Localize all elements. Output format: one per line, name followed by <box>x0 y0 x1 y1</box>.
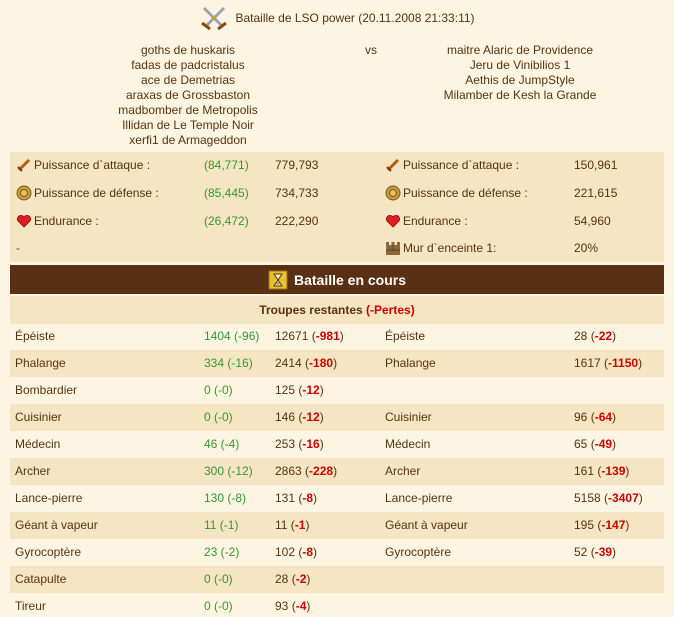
troop-name: Catapulte <box>15 572 67 586</box>
attacker-name[interactable]: ace de Demetrias <box>140 73 236 87</box>
troop-row <box>10 404 664 431</box>
stat-diff: (85,445) <box>204 186 249 200</box>
troop-name: Lance-pierre <box>15 491 83 505</box>
defender-name[interactable]: maitre Alaric de Providence <box>446 43 594 57</box>
troop-loss: -981 <box>315 329 340 343</box>
defender-name[interactable]: Milamber de Kesh la Grande <box>443 88 597 102</box>
troop-name: Archer <box>15 464 51 478</box>
troop-count: 2863 <box>275 464 302 478</box>
stat-row-wall <box>10 235 664 262</box>
troop-count: 131 <box>275 491 296 505</box>
troop-diff: 130 (-8) <box>204 491 247 505</box>
troop-row <box>10 350 664 377</box>
battle-status-banner <box>10 265 664 294</box>
heart-icon <box>16 213 32 229</box>
stat-value: 221,615 <box>574 186 618 200</box>
troop-diff: 0 (-0) <box>204 383 233 397</box>
troop-attacker-count: 2414 (-180) <box>275 356 338 370</box>
troop-attacker-count: 131 (-8) <box>275 491 318 505</box>
troop-diff: 0 (-0) <box>204 599 233 613</box>
stat-value: 150,961 <box>574 158 618 172</box>
stats-panel <box>10 152 664 262</box>
troop-attacker-count: 28 (-2) <box>275 572 311 586</box>
troop-count: 96 <box>574 410 588 424</box>
troop-name: Géant à vapeur <box>15 518 98 532</box>
troop-defender-count: 52 (-39) <box>574 545 617 559</box>
troop-count: 12671 <box>275 329 309 343</box>
troop-diff: 11 (-1) <box>204 518 239 532</box>
troop-count: 161 <box>574 464 595 478</box>
stat-value: 20% <box>574 241 599 255</box>
troop-loss: -139 <box>601 464 626 478</box>
troop-count: 28 <box>574 329 588 343</box>
troop-loss: -12 <box>302 410 320 424</box>
troop-defender-count: 28 (-22) <box>574 329 617 343</box>
stat-label: Puissance de défense : <box>34 186 159 200</box>
page-title: Bataille de LSO power (20.11.2008 21:33:11) <box>235 11 475 25</box>
troop-defender-count: 5158 (-3407) <box>574 491 643 505</box>
banner-label: Bataille en cours <box>293 271 407 288</box>
troop-name: Épéiste <box>385 329 426 343</box>
troop-attacker-count: 125 (-12) <box>275 383 324 397</box>
troop-name: Cuisinier <box>385 410 432 424</box>
troop-defender-count: 65 (-49) <box>574 437 617 451</box>
troop-count: 253 <box>275 437 296 451</box>
stat-label: Mur d`enceinte 1: <box>403 241 497 255</box>
attacker-name[interactable]: xerfi1 de Armageddon <box>129 133 247 147</box>
shield-icon <box>385 185 401 201</box>
sword-icon <box>385 157 401 173</box>
troop-diff: 0 (-0) <box>204 410 233 424</box>
troop-count: 146 <box>275 410 296 424</box>
troop-count: 1617 <box>574 356 601 370</box>
troop-diff: 0 (-0) <box>204 572 233 586</box>
troop-loss: -12 <box>302 383 320 397</box>
troop-count: 28 <box>275 572 289 586</box>
shield-icon <box>16 185 32 201</box>
troop-count: 52 <box>574 545 588 559</box>
troop-defender-count: 195 (-147) <box>574 518 630 532</box>
troop-loss: -2 <box>295 572 307 586</box>
troop-name: Phalange <box>385 356 436 370</box>
troop-attacker-count: 12671 (-981) <box>275 329 344 343</box>
troop-name: Bombardier <box>15 383 78 397</box>
attacker-name[interactable]: madbomber de Metropolis <box>118 103 258 117</box>
troop-count: 5158 <box>574 491 601 505</box>
troop-name: Épéiste <box>15 329 56 343</box>
heart-icon <box>385 213 401 229</box>
stat-row-endurance <box>10 208 664 235</box>
troop-attacker-count: 93 (-4) <box>275 599 311 613</box>
attacker-name[interactable]: goths de huskaris <box>140 43 236 57</box>
troop-name: Phalange <box>15 356 66 370</box>
troop-loss: -39 <box>594 545 613 559</box>
troop-name: Lance-pierre <box>385 491 453 505</box>
stat-value: 779,793 <box>275 158 319 172</box>
troops-header-label: Troupes restantes <box>259 303 363 317</box>
troop-name: Médecin <box>385 437 431 451</box>
troop-loss: -8 <box>302 491 314 505</box>
troop-loss: -147 <box>601 518 626 532</box>
troop-defender-count: 161 (-139) <box>574 464 630 478</box>
troop-defender-count: 96 (-64) <box>574 410 617 424</box>
troop-name: Cuisinier <box>15 410 62 424</box>
troop-loss: -1150 <box>608 356 639 370</box>
defender-name[interactable]: Aethis de JumpStyle <box>465 73 575 87</box>
troop-row <box>10 377 664 404</box>
troop-loss: -22 <box>594 329 613 343</box>
attacker-name[interactable]: Illidan de Le Temple Noir <box>122 118 254 132</box>
troop-row <box>10 323 664 350</box>
troops-header <box>10 296 664 324</box>
troop-row <box>10 593 664 617</box>
sword-icon <box>16 157 32 173</box>
troop-loss: -3407 <box>608 491 639 505</box>
wall-icon <box>385 240 401 256</box>
hourglass-icon <box>268 270 288 290</box>
troop-count: 102 <box>275 545 296 559</box>
troop-row <box>10 485 664 512</box>
troop-row <box>10 458 664 485</box>
troop-loss: -1 <box>294 518 306 532</box>
stat-value: 222,290 <box>275 214 319 228</box>
troop-count: 65 <box>574 437 588 451</box>
attacker-name[interactable]: fadas de padcristalus <box>131 58 245 72</box>
stat-label: Puissance d`attaque : <box>34 158 151 172</box>
troop-loss: -64 <box>594 410 613 424</box>
troop-count: 125 <box>275 383 296 397</box>
troop-count: 93 <box>275 599 289 613</box>
troop-diff: 23 (-2) <box>204 545 240 559</box>
stat-diff: (26,472) <box>204 214 249 228</box>
stat-label: Puissance d`attaque : <box>403 158 520 172</box>
troop-name: Géant à vapeur <box>385 518 468 532</box>
troop-loss: -8 <box>302 545 314 559</box>
troop-count: 11 <box>275 518 288 532</box>
attacker-name[interactable]: araxas de Grossbaston <box>125 88 251 102</box>
troop-loss: -49 <box>594 437 613 451</box>
troop-row <box>10 566 664 593</box>
crossed-swords-icon <box>199 4 229 32</box>
troop-loss: -16 <box>302 437 320 451</box>
troop-diff: 46 (-4) <box>204 437 240 451</box>
troop-attacker-count: 102 (-8) <box>275 545 318 559</box>
troop-count: 195 <box>574 518 595 532</box>
troop-attacker-count: 146 (-12) <box>275 410 324 424</box>
stat-value: 734,733 <box>275 186 319 200</box>
troop-loss: -4 <box>295 599 307 613</box>
troop-defender-count: 1617 (-1150) <box>574 356 643 370</box>
vs-label: vs <box>365 43 377 57</box>
troop-loss: -180 <box>309 356 334 370</box>
stat-diff: (84,771) <box>204 158 249 172</box>
troop-name: Gyrocoptère <box>385 545 452 559</box>
troop-diff: 300 (-12) <box>204 464 253 478</box>
defender-list <box>420 43 620 103</box>
troop-row <box>10 512 664 539</box>
troop-diff: 1404 (-96) <box>204 329 260 343</box>
stat-label: Endurance : <box>34 214 99 228</box>
battle-title-row <box>0 4 674 32</box>
troop-loss: -228 <box>309 464 334 478</box>
stat-row-attack <box>10 152 664 179</box>
defender-name[interactable]: Jeru de Vinibilios 1 <box>469 58 571 72</box>
troop-name: Médecin <box>15 437 61 451</box>
troop-name: Tireur <box>15 599 46 613</box>
troop-count: 2414 <box>275 356 302 370</box>
troop-attacker-count: 253 (-16) <box>275 437 324 451</box>
stat-label: - <box>16 241 20 255</box>
troop-attacker-count: 2863 (-228) <box>275 464 338 478</box>
stat-value: 54,960 <box>574 214 611 228</box>
troop-attacker-count: 11 (-1) <box>275 518 310 532</box>
attacker-list <box>88 43 288 148</box>
troop-name: Archer <box>385 464 421 478</box>
troop-name: Gyrocoptère <box>15 545 82 559</box>
troop-row <box>10 539 664 566</box>
stat-label: Puissance de défense : <box>403 186 528 200</box>
troops-header-loss: (-Pertes) <box>366 303 415 317</box>
troop-row <box>10 431 664 458</box>
troop-diff: 334 (-16) <box>204 356 253 370</box>
stat-row-defense <box>10 180 664 207</box>
stat-label: Endurance : <box>403 214 468 228</box>
